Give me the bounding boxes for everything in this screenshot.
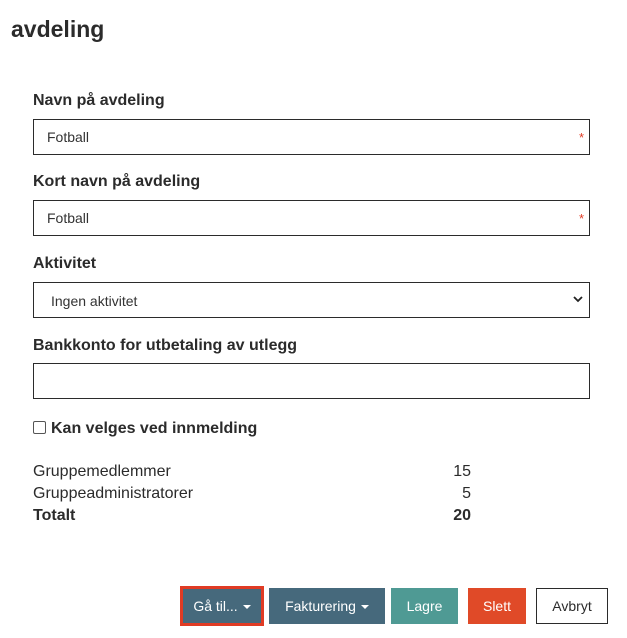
delete-button-label: Slett: [482, 598, 511, 614]
name-label: Navn på avdeling: [33, 92, 165, 109]
bank-account-label: Bankkonto for utbetaling av utlegg: [33, 337, 298, 354]
summary-total-value: 20: [453, 507, 471, 524]
summary-row-label: Gruppemedlemmer: [33, 463, 171, 480]
short-name-label: Kort navn på avdeling: [33, 173, 201, 190]
save-button[interactable]: [391, 588, 458, 624]
signup-checkbox[interactable]: [33, 421, 46, 434]
activity-select[interactable]: [33, 282, 590, 318]
summary-row-label: Gruppeadministratorer: [33, 485, 194, 502]
short-name-input[interactable]: [33, 200, 590, 236]
bank-account-input[interactable]: [33, 363, 590, 399]
summary-row: [33, 485, 473, 507]
save-button-label: Lagre: [406, 598, 443, 614]
invoicing-button-label: Fakturering: [285, 598, 356, 614]
activity-select-value: Ingen aktivitet: [51, 293, 138, 309]
goto-dropdown-button[interactable]: [180, 586, 264, 626]
caret-down-icon: [361, 605, 369, 609]
summary-row: [33, 463, 473, 485]
required-asterisk-icon: *: [578, 130, 584, 145]
name-input-value: Fotball: [47, 129, 90, 145]
activity-label: Aktivitet: [33, 255, 97, 272]
cancel-button[interactable]: [536, 588, 608, 624]
signup-checkbox-label[interactable]: Kan velges ved innmelding: [51, 420, 258, 437]
caret-down-icon: [243, 605, 251, 609]
delete-button[interactable]: [468, 588, 526, 624]
short-name-input-value: Fotball: [47, 210, 90, 226]
name-input[interactable]: [33, 119, 590, 155]
page-title: avdeling: [11, 16, 105, 42]
required-asterisk-icon: *: [578, 211, 584, 226]
goto-button-label: Gå til...: [193, 598, 238, 614]
cancel-button-label: Avbryt: [552, 598, 592, 614]
group-summary: [33, 463, 473, 529]
summary-row-value: 5: [462, 485, 471, 502]
chevron-down-icon: [573, 294, 583, 304]
summary-row-value: 15: [453, 463, 471, 480]
summary-total-row: [33, 507, 473, 529]
summary-total-label: Totalt: [33, 507, 76, 524]
invoicing-dropdown-button[interactable]: [269, 588, 385, 624]
